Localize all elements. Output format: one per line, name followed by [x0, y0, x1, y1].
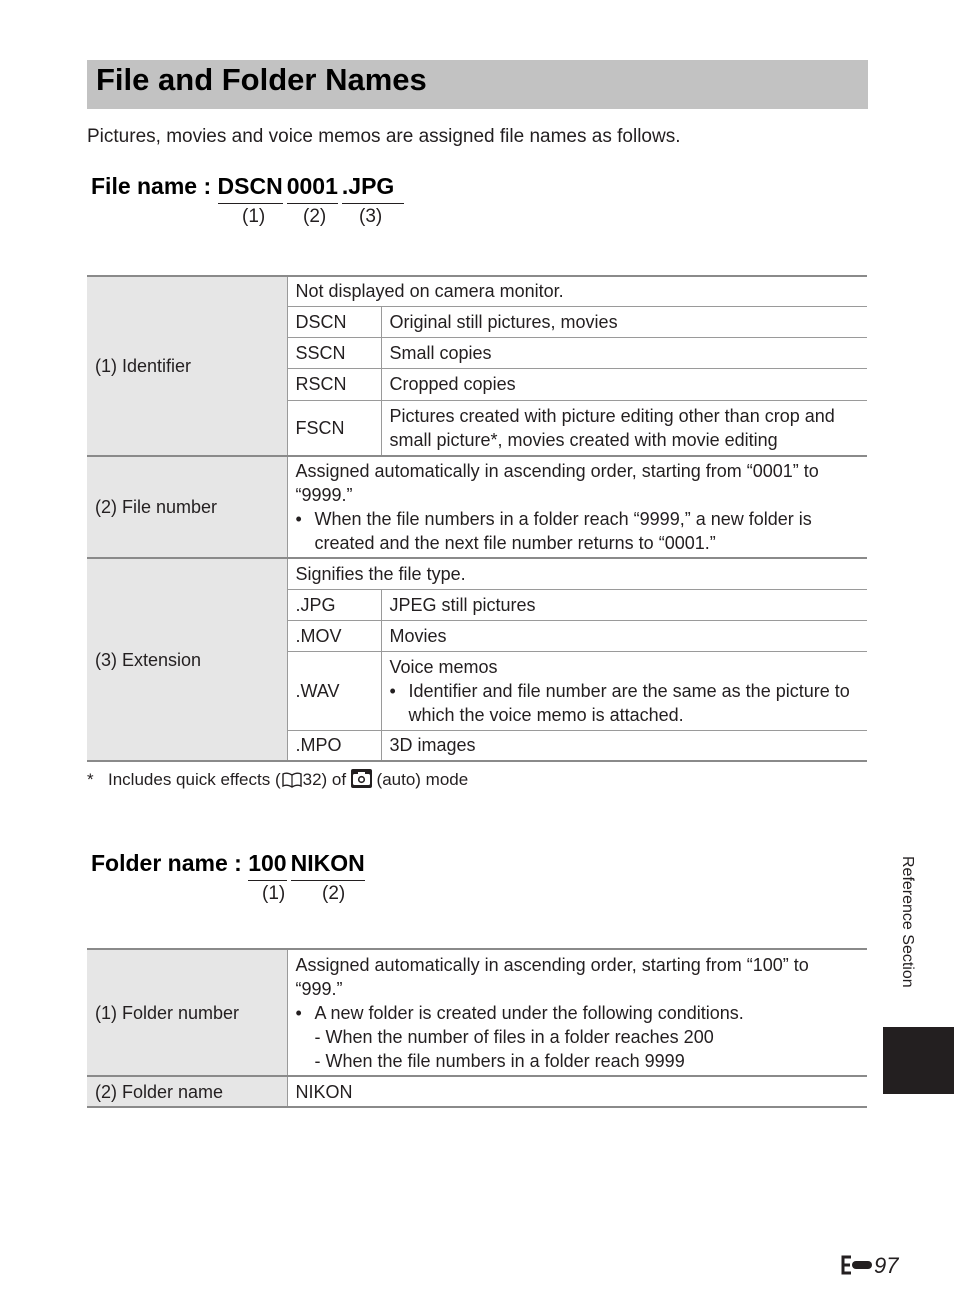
footnote-ref: 32) of	[302, 770, 351, 789]
marker-2: (2)	[303, 206, 327, 227]
identifier-segment: DSCN	[218, 171, 283, 201]
extension-segment: .JPG	[342, 171, 394, 201]
desc-cell: Original still pictures, movies	[381, 306, 867, 337]
folder-name-value: NIKON	[287, 1076, 867, 1107]
marker-3: (3)	[359, 206, 383, 227]
table-row	[87, 276, 867, 306]
condition-item: - When the number of files in a folder reaches 200	[314, 1026, 714, 1047]
book-reference-icon	[281, 771, 303, 787]
table-row	[87, 558, 867, 589]
e-section-icon	[840, 1254, 874, 1282]
folder-number-label: (1) Folder number	[87, 949, 287, 1076]
extension-label: (3) Extension	[87, 558, 287, 761]
table-row	[87, 1076, 867, 1107]
desc-cell: JPEG still pictures	[381, 589, 867, 620]
table-row	[87, 949, 867, 1076]
desc-cell: Movies	[381, 620, 867, 651]
file-number-bullet: When the file numbers in a folder reach “9999,” a new folder is created and the next file number returns to “0001.”	[314, 509, 812, 553]
file-name-label: File name :	[91, 173, 218, 199]
condition-item: - When the file numbers in a folder reach 9999	[314, 1050, 685, 1071]
folder-number-bullet: A new folder is created under the following conditions.	[314, 1002, 744, 1023]
list-item	[390, 679, 860, 727]
code-cell: .MOV	[287, 620, 381, 651]
code-cell: DSCN	[287, 306, 381, 337]
desc-cell: Small copies	[381, 337, 867, 368]
title-bar	[87, 60, 868, 109]
footnote	[87, 768, 468, 792]
identifier-label: (1) Identifier	[87, 276, 287, 456]
wav-bullet: Identifier and file number are the same as the picture to which the voice memo is attached.	[408, 680, 850, 725]
desc-cell: Cropped copies	[381, 368, 867, 400]
folder-number-text: Assigned automatically in ascending order, starting from “100” to “999.”	[295, 954, 809, 999]
folder-name-segment: NIKON	[291, 848, 365, 878]
file-name-table	[87, 275, 867, 762]
page-number	[840, 1252, 898, 1282]
folder-name-row-label: (2) Folder name	[87, 1076, 287, 1107]
extension-note: Signifies the file type.	[287, 558, 867, 589]
desc-cell	[381, 651, 867, 730]
folder-name-label: Folder name :	[91, 850, 249, 876]
camera-icon	[351, 769, 372, 788]
page-number-text: 97	[874, 1253, 899, 1278]
page-title: File and Folder Names	[96, 62, 427, 97]
footnote-text: Includes quick effects (	[108, 770, 281, 789]
file-number-segment: 0001	[287, 171, 338, 201]
code-cell: RSCN	[287, 368, 381, 400]
file-number-label: (2) File number	[87, 456, 287, 558]
list-item	[296, 1001, 860, 1025]
bullet-mark: •	[389, 680, 396, 701]
section-tab	[883, 1027, 954, 1094]
file-name-pattern	[91, 171, 394, 201]
folder-number-segment: 100	[248, 848, 286, 878]
marker-1: (1)	[242, 206, 266, 227]
desc-cell: 3D images	[381, 730, 867, 761]
bullet-mark: •	[295, 1002, 302, 1023]
folder-marker-2: (2)	[322, 883, 346, 904]
desc-cell: Pictures created with picture editing other than crop and small picture*, movies created with movie editing	[381, 400, 867, 456]
identifier-note: Not displayed on camera monitor.	[287, 276, 867, 306]
folder-name-pattern	[91, 848, 365, 878]
footnote-after: (auto) mode	[371, 770, 469, 789]
code-cell: .JPG	[287, 589, 381, 620]
file-number-text: Assigned automatically in ascending order, starting from “0001” to “9999.”	[295, 461, 819, 505]
code-cell: .WAV	[287, 651, 381, 730]
footnote-star: *	[87, 770, 94, 789]
folder-name-table	[87, 948, 867, 1108]
table-row	[87, 456, 867, 558]
bullet-mark: •	[295, 509, 302, 529]
folder-marker-1: (1)	[262, 883, 286, 904]
code-cell: FSCN	[287, 400, 381, 456]
code-cell: SSCN	[287, 337, 381, 368]
folder-number-desc	[287, 949, 867, 1076]
code-cell: .MPO	[287, 730, 381, 761]
intro-text: Pictures, movies and voice memos are assigned file names as follows.	[87, 126, 681, 147]
wav-desc: Voice memos	[389, 656, 498, 677]
file-number-desc	[287, 456, 867, 558]
section-tab-label: Reference Section	[899, 856, 916, 988]
list-item	[296, 507, 860, 555]
